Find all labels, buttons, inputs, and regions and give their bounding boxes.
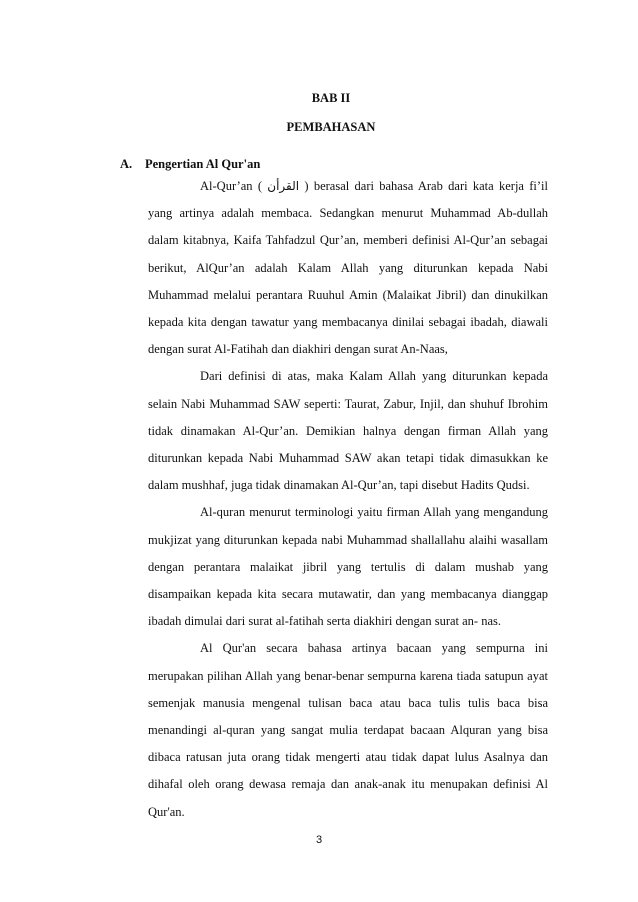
paragraph-3: Al-quran menurut terminologi yaitu firman Allah yang mengandung mukjizat yang diturunkan kepada nabi Muhammad shallallahu alaihi wasallam dengan perantara malaikat jibril yang tertulis di dalam mushab yang disampaikan kepada kita secara mutawatir, dan yang membacanya dianggap ibadah dimulai dari surat al-fatihah serta diakhiri dengan surat an- nas. bbox=[148, 505, 548, 629]
arabic-term: القرأن bbox=[267, 179, 300, 193]
section-title: Pengertian Al Qur'an bbox=[145, 157, 261, 171]
paragraph-2: Dari definisi di atas, maka Kalam Allah yang diturunkan kepada selain Nabi Muhammad SAW seperti: Taurat, Zabur, Injil, dan shuhuf Ibrohim tidak dinamakan Al-Qur’an. Demikian halnya dengan firman Allah yang diturunkan kepada Nabi Muhammad SAW akan tetapi tidak dimasukkan ke dalam mushhaf, juga tidak dinamakan Al-Qur’an, tapi disebut Hadits Qudsi. bbox=[148, 369, 548, 493]
paragraph-1 bbox=[148, 173, 548, 363]
section-heading bbox=[120, 157, 260, 172]
section-number: A. bbox=[120, 157, 133, 171]
body-text bbox=[148, 173, 548, 826]
chapter-number: BAB II bbox=[311, 91, 351, 105]
paragraph-4: Al Qur'an secara bahasa artinya bacaan yang sempurna ini merupakan pilihan Allah yang benar-benar sempurna karena tiada satupun ayat semenjak manusia mengenal tulisan baca atau baca tulis tulis baca bisa menandingi al-quran yang sangat mulia terdapat bacaan Alquran yang bisa dibaca ratusan juta orang tidak mengerti atau tidak dapat lulus Asalnya dan dihafal oleh orang dewasa remaja dan anak-anak itu menupakan definisi Al Qur'an. bbox=[148, 641, 548, 819]
paragraph-1-rest: ) berasal dari bahasa Arab dari kata kerja fi’il yang artinya adalah membaca. Sedangkan menurut Muhammad Ab-dullah dalam kitabnya, Kaifa Tahfadzul Qur’an, memberi definisi Al-Qur’an sebagai berikut, AlQur’an adalah Kalam Allah yang diturunkan kepada Nabi Muhammad melalui perantara Ruuhul Amin (Malaikat Jibril) dan dinukilkan kepada kita dengan tawatur yang membacanya dinilai sebagai ibadah, diawali dengan surat Al-Fatihah dan diakhiri dengan surat An-Naas, bbox=[148, 179, 548, 357]
page-number: 3 bbox=[315, 834, 323, 846]
chapter-title: PEMBAHASAN bbox=[286, 120, 376, 134]
paragraph-1-start: Al-Qur’an ( bbox=[200, 179, 268, 193]
